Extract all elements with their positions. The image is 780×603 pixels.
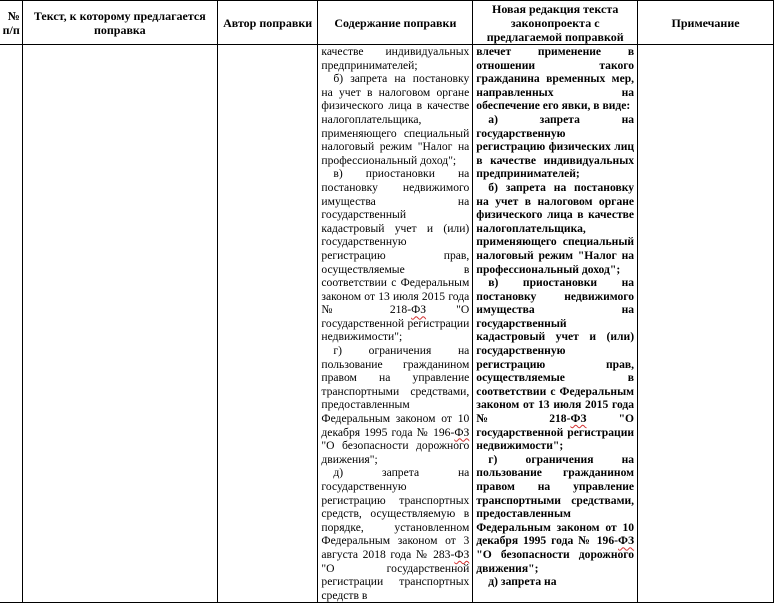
cell-note — [638, 45, 774, 603]
new-edition-paragraph: а) запрета на государственную регистрацию физических лиц в качестве индивидуальных предпринимателей; — [476, 112, 635, 181]
header-author: Автор поправки — [217, 1, 318, 45]
header-num: № п/п — [0, 1, 22, 45]
content-paragraph: качестве индивидуальных предпринимателей; — [321, 45, 470, 72]
content-paragraph: г) ограничения на пользование гражданином правом на управление транспортными средствами, предоставленным Федеральным законом от 10 декабря 1995 года № 196-ФЗ "О безопасности дорожного движения"; — [321, 344, 470, 466]
cell-text — [22, 45, 217, 603]
table-header-row — [0, 1, 774, 45]
cell-content — [318, 45, 473, 603]
content-paragraph: д) запрета на государственную регистрацию транспортных средств, осуществляемую в порядке, установленном Федеральным законом от 3 августа 2018 года № 283-ФЗ "О государственной регистрации транспортных средств в — [321, 466, 470, 602]
new-edition-paragraph: г) ограничения на пользование гражданином правом на управление транспортными средствами, предоставленным Федеральным законом от 10 декабря 1995 года № 196-ФЗ "О безопасности дорожного движения"; — [476, 452, 635, 575]
header-note: Примечание — [638, 1, 774, 45]
new-edition-paragraph: в) приостановки на постановку недвижимого имущества на государственный кадастровый учет и (или) государственную регистрацию прав, осуществляемые в соответствии с Федеральным законом от 13 июля 2015 года № 218-ФЗ "О государственной регистрации недвижимости"; — [476, 276, 635, 453]
content-paragraph: б) запрета на постановку на учет в налоговом органе физического лица в качестве налогоплательщика, применяющего специальный налоговый режим "Налог на профессиональный доход"; — [321, 72, 470, 167]
cell-author — [217, 45, 318, 603]
header-content: Содержание поправки — [318, 1, 473, 45]
new-edition-paragraph: б) запрета на постановку на учет в налоговом органе физического лица в качестве налогоплательщика, применяющего специальный налоговый режим "Налог на профессиональный доход"; — [476, 180, 635, 276]
new-edition-paragraph: влечет применение в отношении такого гражданина временных мер, направленных на обеспечение его явки, в виде: — [476, 45, 635, 113]
table-row — [0, 45, 774, 603]
new-edition-paragraph: д) запрета на — [488, 575, 557, 589]
header-new-edition: Новая редакция текста законопроекта с предлагаемой поправкой — [473, 1, 638, 45]
header-text: Текст, к которому предлагается поправка — [22, 1, 217, 45]
cell-num — [0, 45, 22, 603]
cell-new-edition — [473, 45, 638, 603]
content-paragraph: в) приостановки на постановку недвижимого имущества на государственный кадастровый учет и (или) государственную регистрацию прав, осуществляемые в соответствии с Федеральным законом от 13 июля 2015 года № 218-ФЗ "О государственной регистрации недвижимости"; — [321, 167, 470, 344]
